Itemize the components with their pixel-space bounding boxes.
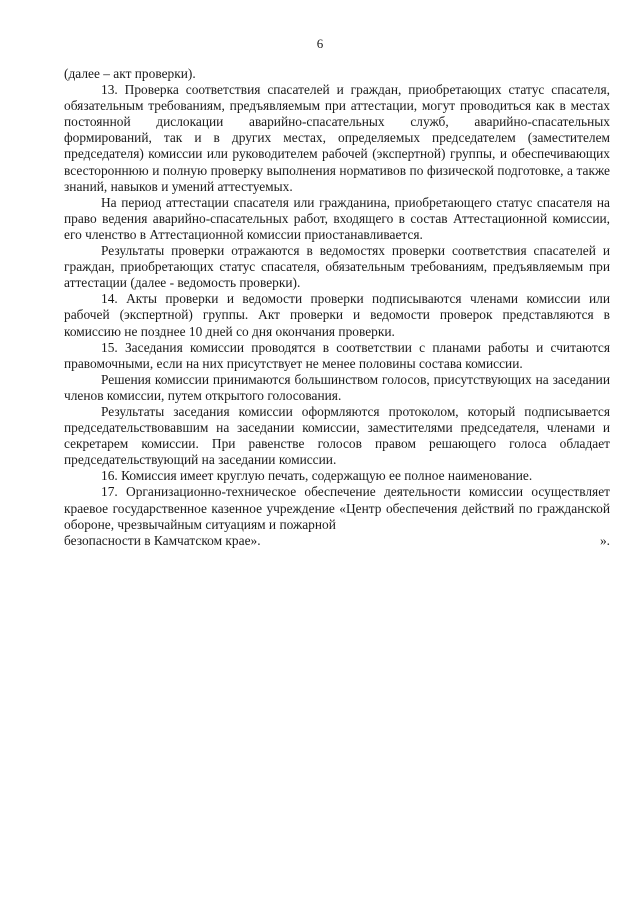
paragraph-item-15: 15. Заседания комиссии проводятся в соответствии с планами работы и считаются правомочными, если на них присутствует не менее половины состава комиссии. [64,339,610,371]
closing-quote-mark: ». [599,532,610,548]
paragraph-item-17-last-line [64,533,610,549]
paragraph-decisions: Решения комиссии принимаются большинством голосов, присутствующих на заседании членов комиссии, путем открытого голосования. [64,371,610,403]
paragraph-check-results: Результаты проверки отражаются в ведомостях проверки соответствия спасателей и граждан, приобретающих статус спасателя, обязательным требованиям, предъявляемым при аттестации (далее - ведомость проверки). [64,243,610,291]
page-number: 6 [316,36,324,51]
paragraph-meeting-results: Результаты заседания комиссии оформляются протоколом, который подписывается председательствовавшим на заседании комиссии, заместителями председателя, членами и секретарем комиссии. При равенстве голосов правом решающего голоса обладает председательствующий на заседании комиссии. [64,403,610,468]
paragraph-item-13: 13. Проверка соответствия спасателей и граждан, приобретающих статус спасателя, обязательным требованиям, предъявляемым при аттестации, могут проводиться как в местах постоянной дислокации аварийно-спасательных служб, аварийно-спасательных формирований, так и в других местах, определяемых председателем (заместителем председателя) комиссии или руководителем рабочей (экспертной) группы, и обеспечивающих всестороннюю и полную проверку выполнения нормативов по физической подготовке, а также знаний, навыков и умений аттестуемых. [64,82,610,194]
paragraph-item-14: 14. Акты проверки и ведомости проверки подписываются членами комиссии или рабочей (экспертной) группы. Акт проверки и ведомости проверок представляются в комиссию не позднее 10 дней со дня окончания проверки. [64,291,610,339]
paragraph-item-17: 17. Организационно-техническое обеспечение деятельности комиссии осуществляет краевое государственное казенное учреждение «Центр обеспечения действий по гражданской обороне, чрезвычайным ситуациям и пожарной [64,484,610,532]
paragraph-attestation-period: На период аттестации спасателя или гражданина, приобретающего статус спасателя на право ведения аварийно-спасательных работ, входящего в состав Аттестационной комиссии, его членство в Аттестационной комиссии приостанавливается. [64,194,610,242]
document-body [64,66,610,549]
paragraph-item-16: 16. Комиссия имеет круглую печать, содержащую ее полное наименование. [101,468,533,484]
last-line-text: безопасности в Камчатском крае». [64,532,261,548]
paragraph-continuation: (далее – акт проверки). [64,66,196,81]
